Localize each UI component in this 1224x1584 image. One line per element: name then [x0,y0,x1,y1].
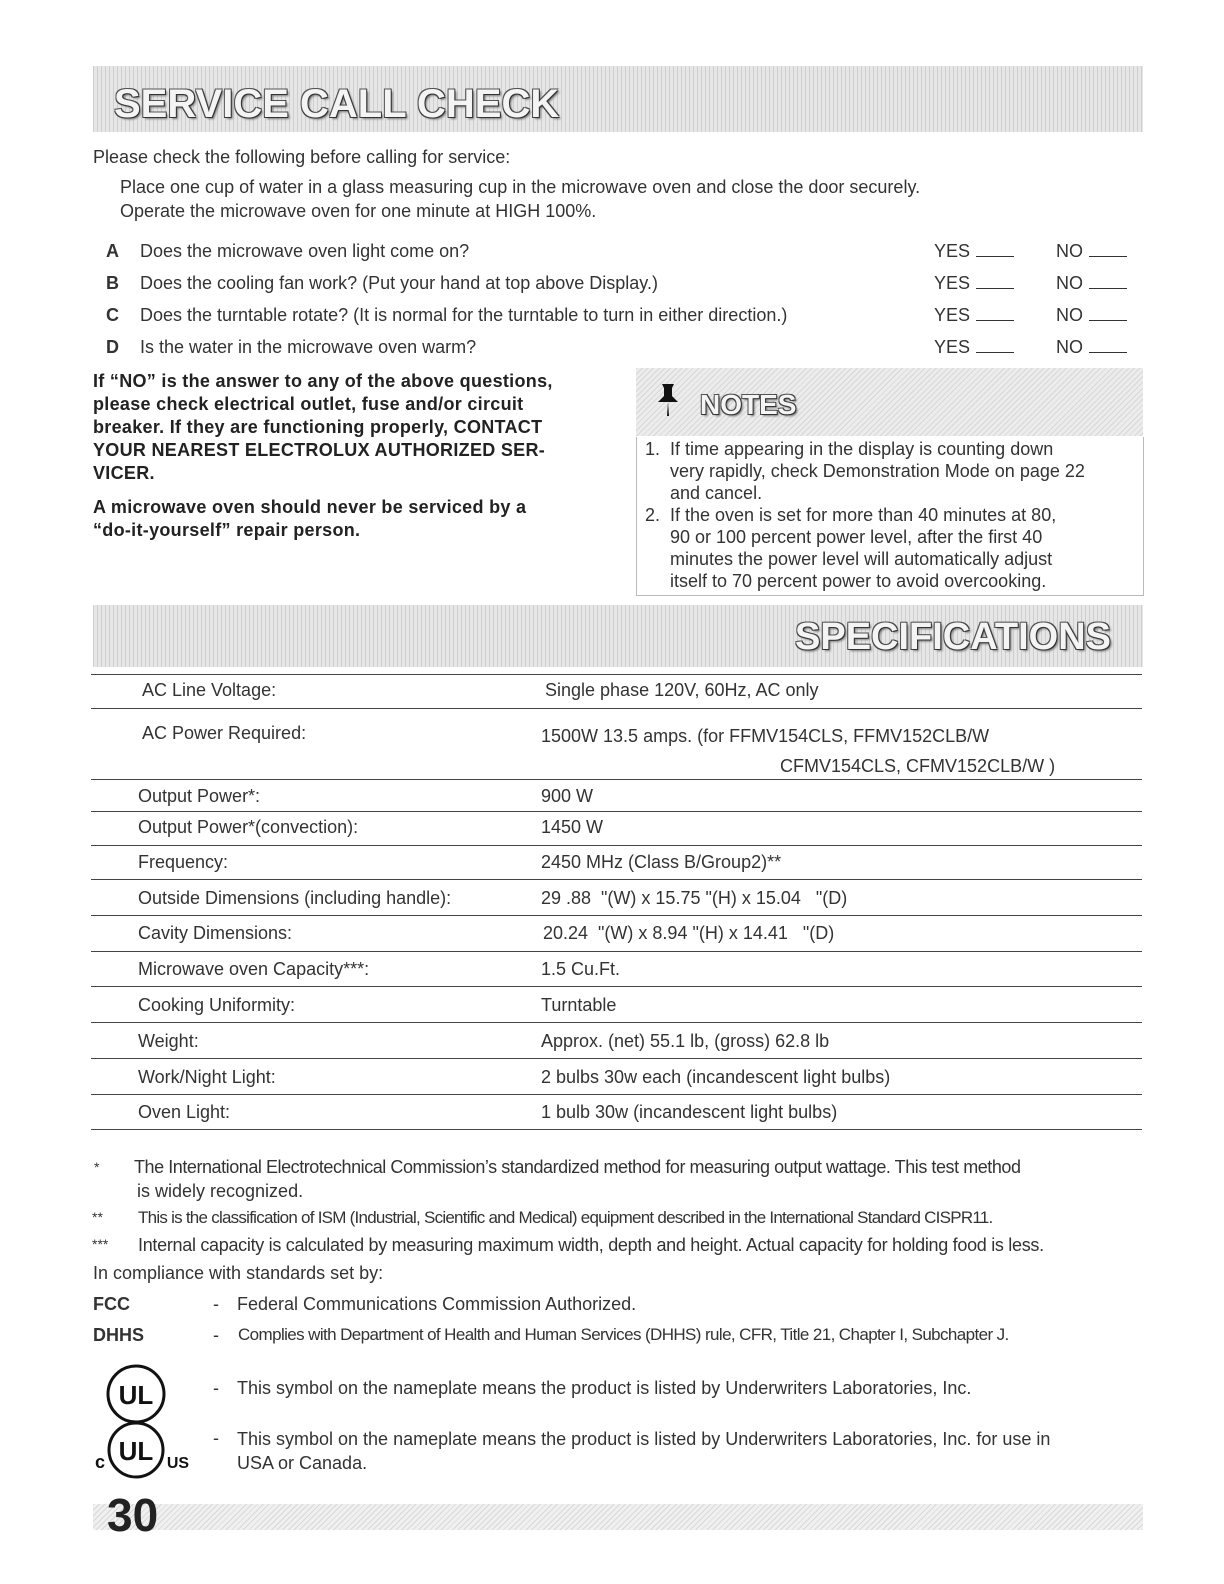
question-text: Does the microwave oven light come on? [140,241,470,261]
yes-label: YES [934,305,971,325]
dhhs-text: Complies with Department of Health and Human Services (DHHS) rule, CFR, Title 21, Chapter I, Subchapter J. [238,1325,1009,1344]
note-line: minutes the power level will automatically adjust [670,549,1053,569]
spec-value: Turntable [541,995,617,1015]
note-item [645,438,1140,504]
spec-label: Output Power*(convection): [138,817,359,837]
spec-divider [91,779,1142,780]
ul-text: This symbol on the nameplate means the product is listed by Underwriters Laboratories, Inc. [237,1378,972,1398]
dhhs-label: DHHS [93,1325,145,1345]
page-number: 30 [107,1489,159,1541]
warning-line: VICER. [93,463,155,483]
no-blank[interactable] [1089,242,1127,257]
question-text: Does the cooling fan work? (Put your hand at top above Display.) [140,273,658,293]
ul-us-text: US [166,1455,190,1472]
question-text: Does the turntable rotate? (It is normal for the turntable to turn in either direction.) [140,305,788,325]
spec-divider [91,1129,1142,1130]
spec-divider [91,708,1142,709]
yes-blank[interactable] [976,306,1014,321]
spec-divider [91,1058,1142,1059]
spec-divider [91,845,1142,846]
footnote-text: The International Electrotechnical Commission’s standardized method for measuring output wattage. This test method [134,1157,1021,1177]
diy-warning [93,496,613,542]
question-letter: A [106,241,119,261]
spec-label: Output Power*: [138,786,261,806]
yes-field[interactable] [934,273,1014,294]
spec-label: Oven Light: [138,1102,231,1122]
spec-value: 2 bulbs 30w each (incandescent light bulbs) [541,1067,891,1087]
yes-field[interactable] [934,305,1014,326]
dash: - [213,1325,219,1345]
fcc-label: FCC [93,1294,130,1314]
yes-field[interactable] [934,241,1014,262]
footnote-mark: ** [92,1209,103,1225]
culus-text: This symbol on the nameplate means the product is listed by Underwriters Laboratories, Inc. for use in [237,1429,1051,1449]
spec-label: Cooking Uniformity: [138,995,296,1015]
question-text: Is the water in the microwave oven warm? [140,337,477,357]
yes-blank[interactable] [976,338,1014,353]
dash: - [213,1428,219,1448]
question-letter: C [106,305,119,325]
spec-label: Work/Night Light: [138,1067,276,1087]
warning-line: “do-it-yourself” repair person. [93,520,361,540]
footnote-text: Internal capacity is calculated by measuring maximum width, depth and height. Actual capacity for holding food is less. [138,1235,1044,1255]
warning-line: A microwave oven should never be serviced by a [93,497,527,517]
spec-label: AC Power Required: [142,723,307,743]
no-blank[interactable] [1089,306,1127,321]
spec-divider [91,879,1142,880]
ul-mark-text: UL [118,1436,154,1466]
warning-line: If “NO” is the answer to any of the above questions, [93,371,553,391]
footer-strip [93,1504,1143,1530]
notes-title: NOTES [700,389,797,420]
spec-value: 29 .88 "(W) x 15.75 "(H) x 15.04 "(D) [541,888,848,908]
note-item [645,504,1140,592]
spec-value: 1.5 Cu.Ft. [541,959,621,979]
note-line: If the oven is set for more than 40 minutes at 80, [670,505,1057,525]
spec-value: 900 W [541,786,594,806]
no-field[interactable] [1056,273,1127,294]
ul-mark-text: UL [118,1380,154,1410]
instruction-2: Operate the microwave oven for one minute at HIGH 100%. [120,201,597,221]
yes-label: YES [934,241,971,261]
note-number: 2. [645,505,661,525]
spec-divider [91,1022,1142,1023]
spec-label: Outside Dimensions (including handle): [138,888,452,908]
spec-value: Approx. (net) 55.1 lb, (gross) 62.8 lb [541,1031,830,1051]
fcc-text: Federal Communications Commission Authorized. [237,1294,637,1314]
question-letter: B [106,273,119,293]
spec-label: Frequency: [138,852,229,872]
spec-value: 1500W 13.5 amps. (for FFMV154CLS, FFMV152CLB/W [541,726,990,746]
note-number: 1. [645,439,661,459]
culus-logo [90,1418,190,1489]
note-line: and cancel. [670,483,763,503]
note-line: If time appearing in the display is counting down [670,439,1054,459]
no-label: NO [1056,273,1083,293]
yes-label: YES [934,337,971,357]
footnote-mark: * [94,1159,100,1175]
spec-divider [91,915,1142,916]
note-line: 90 or 100 percent power level, after the first 40 [670,527,1043,547]
warning-block [93,370,613,485]
ul-c-text: c [94,1452,106,1472]
dash: - [213,1378,219,1398]
pushpin-icon [652,382,686,423]
instruction-1: Place one cup of water in a glass measuring cup in the microwave oven and close the door securely. [120,177,921,197]
no-label: NO [1056,241,1083,261]
spec-divider [91,1094,1142,1095]
spec-label: Microwave oven Capacity***: [138,959,370,979]
note-line: very rapidly, check Demonstration Mode on page 22 [670,461,1085,481]
yes-blank[interactable] [976,274,1014,289]
question-letter: D [106,337,119,357]
spec-label: AC Line Voltage: [142,680,277,700]
spec-label: Weight: [138,1031,199,1051]
spec-divider [91,674,1142,675]
yes-field[interactable] [934,337,1014,358]
warning-line: please check electrical outlet, fuse and/or circuit [93,394,524,414]
no-label: NO [1056,337,1083,357]
no-label: NO [1056,305,1083,325]
spec-value: 2450 MHz (Class B/Group2)** [541,852,782,872]
specs-title: SPECIFICATIONS [795,616,1111,658]
spec-label: Cavity Dimensions: [138,923,293,943]
culus-text: USA or Canada. [237,1453,368,1473]
yes-label: YES [934,273,971,293]
footnote-text: This is the classification of ISM (Industrial, Scientific and Medical) equipment described in the International Standard CISPR11. [138,1208,993,1227]
dash: - [213,1294,219,1314]
compliance-text: In compliance with standards set by: [93,1263,384,1283]
spec-divider [91,986,1142,987]
yes-blank[interactable] [976,242,1014,257]
note-line: itself to 70 percent power to avoid overcooking. [670,571,1047,591]
spec-value: 1 bulb 30w (incandescent light bulbs) [541,1102,838,1122]
spec-divider [91,811,1142,812]
notes-list [645,438,1140,592]
warning-line: breaker. If they are functioning properly, CONTACT [93,417,543,437]
footnote-mark: *** [92,1236,109,1252]
spec-value: CFMV154CLS, CFMV152CLB/W ) [780,756,1056,776]
no-field[interactable] [1056,241,1127,262]
no-blank[interactable] [1089,338,1127,353]
footnote-text: is widely recognized. [137,1181,304,1201]
no-field[interactable] [1056,337,1127,358]
service-intro: Please check the following before calling for service: [93,147,511,167]
service-title: SERVICE CALL CHECK [114,82,560,126]
spec-value: Single phase 120V, 60Hz, AC only [545,680,819,700]
warning-line: YOUR NEAREST ELECTROLUX AUTHORIZED SER- [93,440,546,460]
spec-value: 1450 W [541,817,604,837]
spec-value: 20.24 "(W) x 8.94 "(H) x 14.41 "(D) [543,923,835,943]
no-blank[interactable] [1089,274,1127,289]
no-field[interactable] [1056,305,1127,326]
spec-divider [91,951,1142,952]
